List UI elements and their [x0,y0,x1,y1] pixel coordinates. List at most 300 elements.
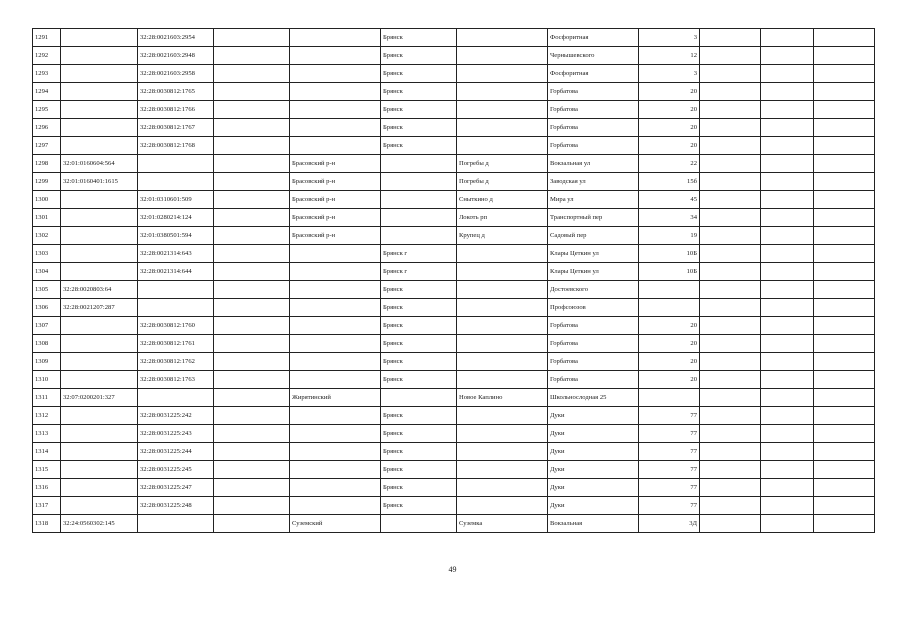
district-cell: Жирятинский [290,389,381,407]
table-row [33,281,875,299]
table-row [33,65,875,83]
empty-cell [761,101,814,119]
empty-cell [761,47,814,65]
empty-cell [814,29,875,47]
house-number-cell: 20 [639,335,700,353]
empty-cell [814,461,875,479]
empty-cell [214,263,290,281]
street-cell: Клары Цеткин ул [548,245,639,263]
city-cell [381,191,457,209]
cadastral-number-cell [61,497,138,515]
table-row [33,479,875,497]
district-cell [290,101,381,119]
table-row [33,299,875,317]
cadastral-number-alt-cell: 32:28:0030812:1761 [138,335,214,353]
district-cell [290,119,381,137]
table-row [33,371,875,389]
empty-cell [700,65,761,83]
cadastral-number-alt-cell [138,155,214,173]
house-number-cell: 20 [639,137,700,155]
district-cell [290,407,381,425]
locality-cell: Сныткино д [457,191,548,209]
table-row [33,425,875,443]
empty-cell [700,515,761,533]
house-number-cell: 20 [639,371,700,389]
city-cell: Брянск [381,281,457,299]
district-cell: Брасовский р-н [290,155,381,173]
empty-cell [814,281,875,299]
house-number-cell: 77 [639,497,700,515]
empty-cell [700,83,761,101]
cadastral-number-cell [61,191,138,209]
empty-cell [814,515,875,533]
locality-cell [457,407,548,425]
empty-cell [700,371,761,389]
empty-cell [814,137,875,155]
city-cell: Брянск г [381,245,457,263]
cadastral-number-alt-cell: 32:01:0310601:509 [138,191,214,209]
row-number-cell: 1305 [33,281,61,299]
district-cell [290,29,381,47]
locality-cell: Суземка [457,515,548,533]
table-row [33,461,875,479]
city-cell: Брянск [381,371,457,389]
row-number-cell: 1310 [33,371,61,389]
cadastral-number-alt-cell: 32:28:0030812:1763 [138,371,214,389]
district-cell [290,137,381,155]
cadastral-number-cell [61,263,138,281]
district-cell [290,47,381,65]
empty-cell [700,389,761,407]
table-row [33,119,875,137]
district-cell [290,245,381,263]
empty-cell [761,479,814,497]
house-number-cell: 77 [639,425,700,443]
empty-cell [214,515,290,533]
cadastral-number-cell [61,425,138,443]
page-number: 49 [448,565,457,574]
row-number-cell: 1307 [33,317,61,335]
cadastral-number-alt-cell [138,173,214,191]
row-number-cell: 1317 [33,497,61,515]
street-cell: Фосфоритная [548,65,639,83]
table-row [33,83,875,101]
locality-cell: Погребы д [457,173,548,191]
empty-cell [214,137,290,155]
cadastral-number-cell [61,245,138,263]
empty-cell [700,497,761,515]
row-number-cell: 1293 [33,65,61,83]
empty-cell [761,137,814,155]
cadastral-number-cell [61,101,138,119]
locality-cell [457,281,548,299]
cadastral-number-alt-cell: 32:28:0030812:1762 [138,353,214,371]
locality-cell [457,443,548,461]
table-row [33,497,875,515]
cadastral-number-alt-cell: 32:28:0031225:248 [138,497,214,515]
cadastral-number-cell [61,461,138,479]
empty-cell [214,497,290,515]
house-number-cell [639,389,700,407]
street-cell: Горбатова [548,83,639,101]
city-cell: Брянск [381,299,457,317]
district-cell [290,443,381,461]
street-cell: Горбатова [548,101,639,119]
cadastral-number-alt-cell: 32:28:0030812:1767 [138,119,214,137]
empty-cell [700,263,761,281]
property-register-table [32,28,875,533]
locality-cell: Новое Каплино [457,389,548,407]
cadastral-number-cell [61,353,138,371]
empty-cell [814,407,875,425]
empty-cell [814,101,875,119]
cadastral-number-cell: 32:01:0160604:564 [61,155,138,173]
house-number-cell: 34 [639,209,700,227]
table-row [33,353,875,371]
cadastral-number-cell [61,65,138,83]
locality-cell [457,119,548,137]
locality-cell [457,263,548,281]
empty-cell [814,389,875,407]
empty-cell [814,209,875,227]
empty-cell [214,443,290,461]
locality-cell [457,497,548,515]
city-cell [381,515,457,533]
house-number-cell: 20 [639,119,700,137]
empty-cell [700,335,761,353]
empty-cell [761,191,814,209]
cadastral-number-cell [61,443,138,461]
street-cell: Вокзальная ул [548,155,639,173]
locality-cell: Погребы д [457,155,548,173]
empty-cell [814,299,875,317]
cadastral-number-alt-cell [138,281,214,299]
empty-cell [700,407,761,425]
empty-cell [761,317,814,335]
house-number-cell: 77 [639,407,700,425]
cadastral-number-cell [61,119,138,137]
cadastral-number-alt-cell: 32:01:0380501:594 [138,227,214,245]
empty-cell [700,443,761,461]
locality-cell [457,461,548,479]
empty-cell [761,65,814,83]
empty-cell [700,191,761,209]
district-cell [290,83,381,101]
empty-cell [761,371,814,389]
cadastral-number-alt-cell [138,389,214,407]
district-cell: Брасовский р-н [290,209,381,227]
cadastral-number-alt-cell: 32:28:0030812:1766 [138,101,214,119]
street-cell: Фосфоритная [548,29,639,47]
empty-cell [814,119,875,137]
empty-cell [214,353,290,371]
table-row [33,407,875,425]
cadastral-number-alt-cell: 32:28:0030812:1765 [138,83,214,101]
house-number-cell: 77 [639,479,700,497]
table-row [33,389,875,407]
table-row [33,227,875,245]
locality-cell [457,371,548,389]
house-number-cell: 20 [639,83,700,101]
house-number-cell: 20 [639,101,700,119]
district-cell [290,281,381,299]
house-number-cell: 3 [639,65,700,83]
row-number-cell: 1299 [33,173,61,191]
cadastral-number-alt-cell: 32:28:0021314:643 [138,245,214,263]
city-cell: Брянск [381,407,457,425]
empty-cell [814,497,875,515]
empty-cell [761,497,814,515]
empty-cell [814,47,875,65]
city-cell: Брянск [381,335,457,353]
locality-cell [457,47,548,65]
house-number-cell: 12 [639,47,700,65]
city-cell: Брянск [381,425,457,443]
street-cell: Садовый пер [548,227,639,245]
empty-cell [700,209,761,227]
table-body [33,29,875,533]
empty-cell [700,281,761,299]
city-cell: Брянск [381,101,457,119]
row-number-cell: 1316 [33,479,61,497]
house-number-cell: 77 [639,443,700,461]
street-cell: Дуки [548,407,639,425]
cadastral-number-cell [61,83,138,101]
empty-cell [761,389,814,407]
street-cell: Дуки [548,497,639,515]
street-cell: Горбатова [548,119,639,137]
house-number-cell: 20 [639,353,700,371]
empty-cell [814,227,875,245]
cadastral-number-alt-cell: 32:28:0031225:244 [138,443,214,461]
empty-cell [761,515,814,533]
empty-cell [214,317,290,335]
table-row [33,155,875,173]
city-cell: Брянск [381,479,457,497]
street-cell: Дуки [548,425,639,443]
cadastral-number-alt-cell: 32:28:0030812:1768 [138,137,214,155]
table-row [33,263,875,281]
empty-cell [761,281,814,299]
cadastral-number-cell [61,407,138,425]
street-cell: Транспортный пер [548,209,639,227]
district-cell [290,371,381,389]
table-row [33,29,875,47]
empty-cell [214,191,290,209]
cadastral-number-cell: 32:28:0020803:64 [61,281,138,299]
cadastral-number-cell [61,29,138,47]
table-row [33,443,875,461]
empty-cell [214,47,290,65]
row-number-cell: 1303 [33,245,61,263]
row-number-cell: 1302 [33,227,61,245]
empty-cell [214,209,290,227]
city-cell: Брянск [381,119,457,137]
empty-cell [700,119,761,137]
row-number-cell: 1297 [33,137,61,155]
empty-cell [761,209,814,227]
street-cell: Клары Цеткин ул [548,263,639,281]
empty-cell [214,155,290,173]
district-cell [290,299,381,317]
empty-cell [761,335,814,353]
cadastral-number-alt-cell: 32:28:0031225:242 [138,407,214,425]
row-number-cell: 1315 [33,461,61,479]
row-number-cell: 1318 [33,515,61,533]
street-cell: Заводская ул [548,173,639,191]
row-number-cell: 1311 [33,389,61,407]
table-row [33,137,875,155]
locality-cell [457,335,548,353]
row-number-cell: 1309 [33,353,61,371]
district-cell [290,425,381,443]
district-cell: Брасовский р-н [290,173,381,191]
locality-cell [457,65,548,83]
row-number-cell: 1308 [33,335,61,353]
street-cell: Дуки [548,479,639,497]
locality-cell [457,29,548,47]
empty-cell [814,371,875,389]
locality-cell [457,83,548,101]
row-number-cell: 1300 [33,191,61,209]
house-number-cell: 3Д [639,515,700,533]
empty-cell [700,425,761,443]
district-cell [290,335,381,353]
table-row [33,47,875,65]
row-number-cell: 1304 [33,263,61,281]
street-cell: Чернышевского [548,47,639,65]
row-number-cell: 1314 [33,443,61,461]
district-cell [290,353,381,371]
cadastral-number-cell [61,137,138,155]
cadastral-number-cell [61,479,138,497]
empty-cell [814,65,875,83]
table-row [33,335,875,353]
city-cell: Брянск [381,83,457,101]
empty-cell [814,335,875,353]
empty-cell [700,461,761,479]
empty-cell [214,29,290,47]
district-cell [290,479,381,497]
empty-cell [814,173,875,191]
district-cell: Брасовский р-н [290,227,381,245]
empty-cell [214,299,290,317]
empty-cell [814,263,875,281]
district-cell [290,263,381,281]
locality-cell [457,479,548,497]
street-cell: Горбатова [548,335,639,353]
district-cell [290,497,381,515]
empty-cell [761,263,814,281]
empty-cell [700,245,761,263]
district-cell: Брасовский р-н [290,191,381,209]
locality-cell [457,101,548,119]
city-cell: Брянск [381,443,457,461]
empty-cell [214,335,290,353]
house-number-cell [639,299,700,317]
empty-cell [814,479,875,497]
empty-cell [761,245,814,263]
row-number-cell: 1295 [33,101,61,119]
empty-cell [761,425,814,443]
empty-cell [814,425,875,443]
row-number-cell: 1301 [33,209,61,227]
empty-cell [214,479,290,497]
house-number-cell [639,281,700,299]
cadastral-number-cell [61,209,138,227]
table-row [33,317,875,335]
cadastral-number-cell: 32:01:0160401:1615 [61,173,138,191]
street-cell: Школьнослодная 25 [548,389,639,407]
empty-cell [814,353,875,371]
house-number-cell: 10Б [639,263,700,281]
empty-cell [761,119,814,137]
empty-cell [700,29,761,47]
locality-cell: Локоть рп [457,209,548,227]
empty-cell [761,443,814,461]
table-row [33,209,875,227]
row-number-cell: 1292 [33,47,61,65]
street-cell: Горбатова [548,137,639,155]
city-cell: Брянск [381,29,457,47]
empty-cell [214,281,290,299]
house-number-cell: 10Б [639,245,700,263]
locality-cell [457,317,548,335]
empty-cell [814,191,875,209]
empty-cell [214,65,290,83]
row-number-cell: 1291 [33,29,61,47]
empty-cell [761,29,814,47]
empty-cell [700,479,761,497]
table-row [33,191,875,209]
locality-cell [457,425,548,443]
cadastral-number-alt-cell: 32:28:0021314:644 [138,263,214,281]
house-number-cell: 77 [639,461,700,479]
empty-cell [214,371,290,389]
empty-cell [761,299,814,317]
city-cell: Брянск [381,461,457,479]
house-number-cell: 20 [639,317,700,335]
row-number-cell: 1294 [33,83,61,101]
empty-cell [700,155,761,173]
street-cell: Дуки [548,443,639,461]
empty-cell [214,389,290,407]
empty-cell [814,443,875,461]
row-number-cell: 1306 [33,299,61,317]
city-cell: Брянск [381,137,457,155]
cadastral-number-alt-cell: 32:28:0031225:247 [138,479,214,497]
city-cell: Брянск [381,353,457,371]
city-cell: Брянск г [381,263,457,281]
city-cell [381,209,457,227]
row-number-cell: 1312 [33,407,61,425]
table-row [33,173,875,191]
street-cell: Горбатова [548,371,639,389]
cadastral-number-alt-cell: 32:28:0031225:243 [138,425,214,443]
city-cell: Брянск [381,317,457,335]
street-cell: Вокзальная [548,515,639,533]
empty-cell [700,101,761,119]
table-row [33,101,875,119]
empty-cell [700,353,761,371]
cadastral-number-alt-cell: 32:01:0280214:124 [138,209,214,227]
empty-cell [761,173,814,191]
empty-cell [700,317,761,335]
cadastral-number-cell: 32:24:0560302:145 [61,515,138,533]
house-number-cell: 3 [639,29,700,47]
cadastral-number-cell: 32:28:0021207:287 [61,299,138,317]
table-row [33,245,875,263]
